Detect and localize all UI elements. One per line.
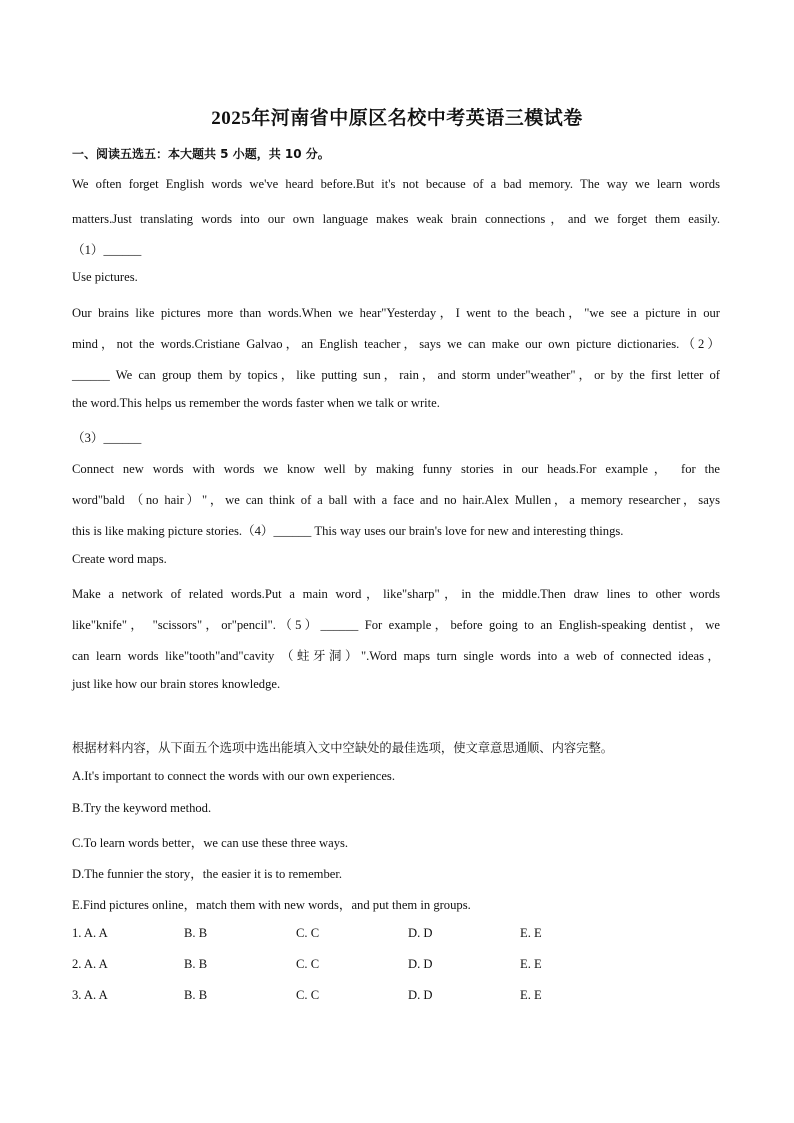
- option-a: A.It's important to connect the words with our own experiences.: [72, 769, 395, 783]
- question-2-choice-b[interactable]: B. B: [184, 957, 208, 971]
- passage-line: ______ We can group them by topics，like putting sun，rain，and storm under"weather"，or by the first letter of: [72, 368, 720, 382]
- passage-line: matters.Just translating words into our own language makes weak brain connections，and we forget them easily.: [72, 212, 720, 226]
- question-2-choice-e[interactable]: E. E: [520, 957, 542, 971]
- question-3-choice-b[interactable]: B. B: [184, 988, 208, 1002]
- choice-label: A. A: [83, 957, 108, 971]
- passage-line: this is like making picture stories.（4）______ This way uses our brain's love for new and interesting things.: [72, 524, 624, 538]
- blank-3: （3）______: [72, 431, 142, 445]
- question-number: 3.: [72, 988, 82, 1002]
- passage-line: word"bald （no hair）"，we can think of a ball with a face and no hair.Alex Mullen，a memory researcher，says: [72, 493, 720, 507]
- subheading-create-word-maps: Create word maps.: [72, 552, 167, 566]
- passage-line: like"knife"， "scissors"，or"pencil".（5）______ For example，before going to an English-speaking dentist，we: [72, 618, 720, 632]
- question-3-choice-e[interactable]: E. E: [520, 988, 542, 1002]
- section-heading: 一、阅读五选五：本大题共 5 小题，共 10 分。: [72, 147, 330, 161]
- question-2-choice-d[interactable]: D. D: [408, 957, 433, 971]
- question-1-choice-b[interactable]: B. B: [184, 926, 208, 940]
- exam-title: 2025年河南省中原区名校中考英语三模试卷: [211, 108, 583, 129]
- question-2-choice-a[interactable]: [72, 957, 108, 972]
- choice-label: A. A: [83, 926, 108, 940]
- question-number: 2.: [72, 957, 82, 971]
- option-e: E.Find pictures online，match them with new words，and put them in groups.: [72, 898, 471, 912]
- question-1-choice-e[interactable]: E. E: [520, 926, 542, 940]
- question-number: 1.: [72, 926, 82, 940]
- passage-line: the word.This helps us remember the words faster when we talk or write.: [72, 396, 440, 410]
- passage-line: We often forget English words we've heard before.But it's not because of a bad memory. The way we learn words: [72, 177, 720, 191]
- passage-line: mind，not the words.Cristiane Galvao，an English teacher，says we can make our own picture dictionaries.（2）: [72, 337, 720, 351]
- passage-line: Our brains like pictures more than words.When we hear"Yesterday，I went to the beach，"we see a picture in our: [72, 306, 720, 320]
- question-2-choice-c[interactable]: C. C: [296, 957, 320, 971]
- blank-1: （1）______: [72, 243, 142, 257]
- subheading-use-pictures: Use pictures.: [72, 270, 138, 284]
- passage-line: Connect new words with words we know well by making funny stories in our heads.For example， for the: [72, 462, 720, 476]
- option-c: C.To learn words better，we can use these three ways.: [72, 836, 349, 850]
- option-b: B.Try the keyword method.: [72, 801, 212, 815]
- question-3-choice-d[interactable]: D. D: [408, 988, 433, 1002]
- choice-label: A. A: [83, 988, 108, 1002]
- passage-line: just like how our brain stores knowledge.: [72, 677, 281, 691]
- passage-line: Make a network of related words.Put a main word，like"sharp"，in the middle.Then draw lines to other words: [72, 587, 720, 601]
- option-d: D.The funnier the story，the easier it is to remember.: [72, 867, 342, 881]
- passage-line: can learn words like"tooth"and"cavity （蛀牙洞）".Word maps turn single words into a web of connected ideas，: [72, 649, 720, 663]
- question-3-choice-c[interactable]: C. C: [296, 988, 320, 1002]
- instruction-text: 根据材料内容，从下面五个选项中选出能填入文中空缺处的最佳选项，使文章意思通顺、内容完整。: [72, 741, 614, 755]
- question-3-choice-a[interactable]: [72, 988, 108, 1003]
- question-1-choice-c[interactable]: C. C: [296, 926, 320, 940]
- question-1-choice-a[interactable]: [72, 926, 108, 941]
- question-1-choice-d[interactable]: D. D: [408, 926, 433, 940]
